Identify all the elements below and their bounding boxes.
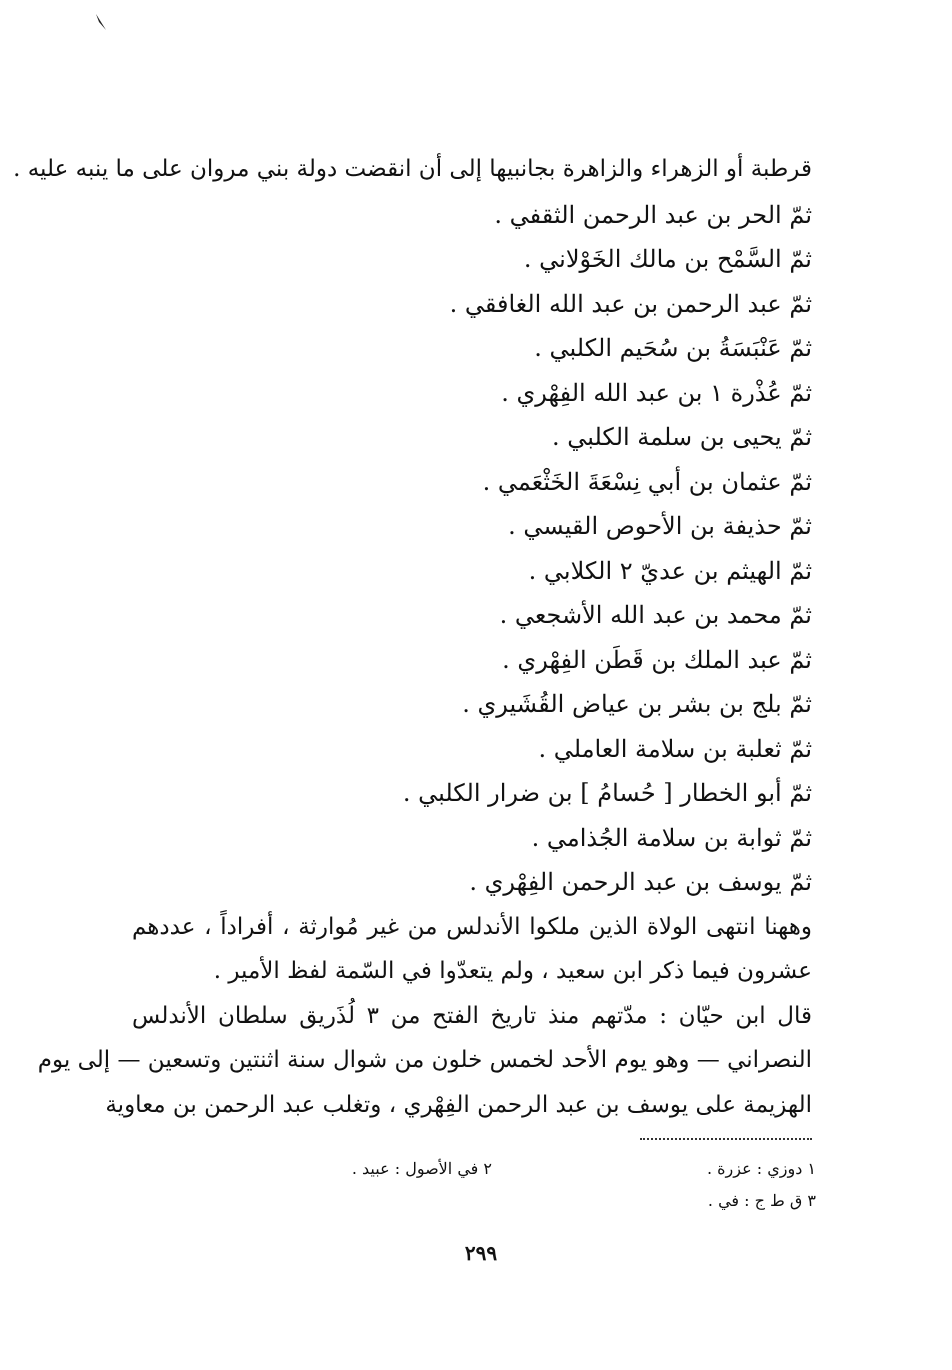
governor-line-14: ثمّ أبو الخطار [ حُسامُ ] بن ضرار الكلبي . <box>402 779 812 807</box>
governor-line-7: ثمّ عثمان بن أبي نِسْعَةَ الخَثْعَمي . <box>482 468 812 496</box>
corner-ink-mark <box>94 12 108 34</box>
paragraph-1-line-1: وههنا انتهى الولاة الذين ملكوا الأندلس من غير مُوارثة ، أفراداً ، عددهم <box>132 914 812 940</box>
page-number: ٢٩٩ <box>464 1241 498 1265</box>
governor-line-5: ثمّ عُذْرة ١ بن عبد الله الفِهْري . <box>501 379 812 407</box>
paragraph-1-line-2: عشرون فيما ذكر ابن سعيد ، ولم يتعدّوا في السّمة لفظ الأمير . <box>213 958 812 984</box>
paragraph-2-line-3: الهزيمة على يوسف بن عبد الرحمن الفِهْري ، وتغلب عبد الرحمن بن معاوية <box>105 1092 812 1118</box>
governor-line-10: ثمّ محمد بن عبد الله الأشجعي . <box>499 601 812 629</box>
paragraph-2-line-1: قال ابن حيّان : مدّتهم منذ تاريخ الفتح من ٣ لُذَريق سلطان الأندلس <box>132 1003 812 1029</box>
governor-line-4: ثمّ عَنْبَسَةُ بن سُحَيم الكلبي . <box>534 334 812 362</box>
footnote-2: ٢ في الأصول : عبيد . <box>351 1159 492 1178</box>
governor-line-15: ثمّ ثوابة بن سلامة الجُذامي . <box>531 824 812 852</box>
governor-line-13: ثمّ ثعلبة بن سلامة العاملي . <box>538 735 812 763</box>
intro-line: قرطبة أو الزهراء والزاهرة بجانبيها إلى أن انقضت دولة بني مروان على ما ينبه عليه . <box>13 156 812 182</box>
footnote-separator <box>640 1138 812 1140</box>
governor-line-6: ثمّ يحيى بن سلمة الكلبي . <box>551 423 812 451</box>
footnote-3: ٣ ق ط ج : في . <box>707 1191 816 1210</box>
governor-line-16: ثمّ يوسف بن عبد الرحمن الفِهْري . <box>469 868 812 896</box>
governor-line-8: ثمّ حذيفة بن الأحوص القيسي . <box>508 512 812 540</box>
governor-line-2: ثمّ السَّمْح بن مالك الخَوْلاني . <box>523 245 812 273</box>
governor-line-9: ثمّ الهيثم بن عديّ ٢ الكلابي . <box>528 557 812 585</box>
paragraph-2-line-2: النصراني — وهو يوم الأحد لخمس خلون من شوال سنة اثنتين وتسعين — إلى يوم <box>37 1047 812 1073</box>
governor-line-11: ثمّ عبد الملك بن قَطَن الفِهْري . <box>502 646 812 674</box>
governor-line-1: ثمّ الحر بن عبد الرحمن الثقفي . <box>494 201 812 229</box>
footnote-1: ١ دوزي : عزرة . <box>707 1159 816 1178</box>
governor-line-12: ثمّ بلج بن بشر بن عياض القُشَيري . <box>462 690 812 718</box>
governor-line-3: ثمّ عبد الرحمن بن عبد الله الغافقي . <box>449 290 812 318</box>
